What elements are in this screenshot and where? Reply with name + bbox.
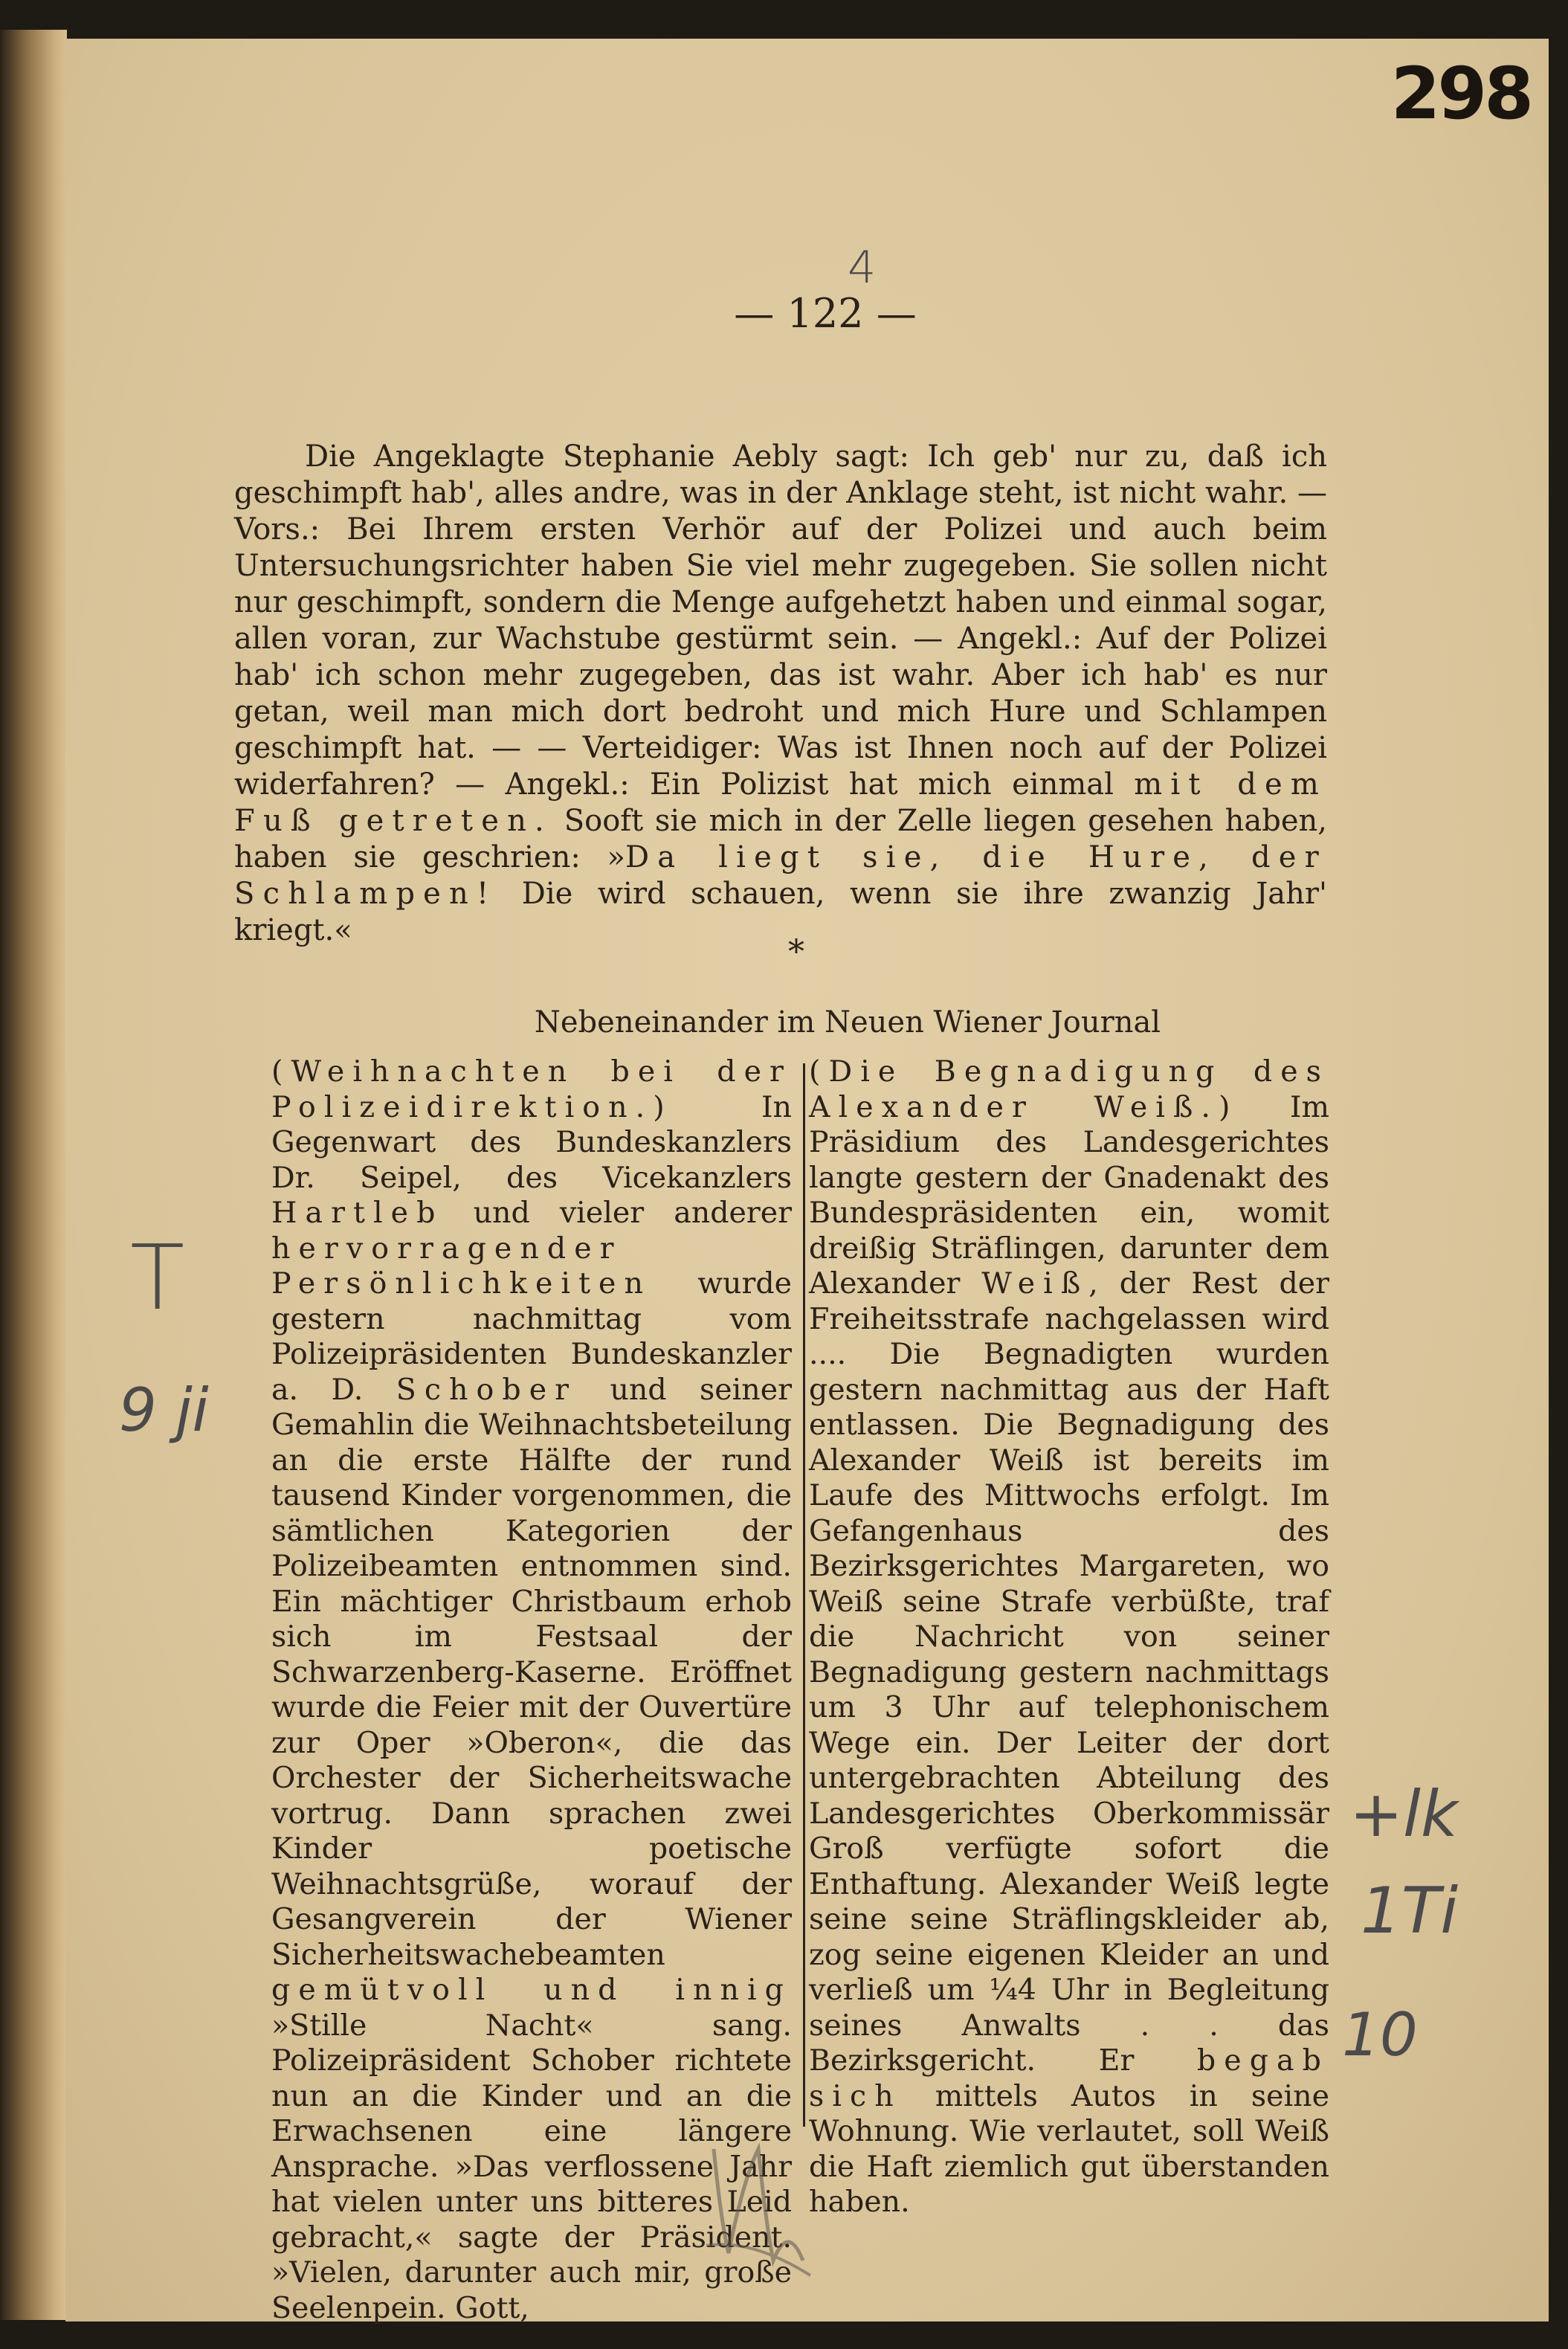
left-article-text: und seiner Gemahlin die Weihnachtsbeteilung an die erste Hälfte der rund tausend Kinder vorgenommen, die sämtlichen Kategorien der Polizeibeamten entnommen sind. Ein mächtiger Christbaum erhob sich im Festsaal der Schwarzenberg-Kaserne. Eröffnet wurde die Feier mit der Ouvertüre zur Oper »Oberon«, die das Orchester der Sicherheitswache vortrug. Dann sprachen zwei Kinder poetische Weihnachtsgrüße, worauf der Gesangverein der Wiener Sicherheitswachebeamten: [271, 1372, 792, 1972]
right-article-text: Im Präsidium des Landesgerichtes langte gestern der Gnadenakt des Bundespräsidenten ein, womit dreißig Sträflingen, darunter dem Alexander: [809, 1089, 1329, 1301]
testimony-text-3: Die wird schauen, wenn sie ihre zwanzig Jahr' kriegt.«: [234, 877, 1327, 947]
left-article-spaced: Schober: [396, 1372, 578, 1407]
pencil-mark-right-2: 1Ti: [1361, 1874, 1459, 1948]
library-stamp-mark: [691, 2134, 825, 2308]
trial-testimony-paragraph: [234, 439, 1327, 949]
right-article-spaced: begab sich: [809, 2043, 1329, 2113]
left-article-text: »Stille Nacht« sang. Polizeipräsident Schober richtete nun an die Kinder und an die Erwachsenen eine längere Ansprache. »Das verflossene Jahr hat vielen unter uns bitteres Leid gebracht,« sagte der Präsident. »Vielen, darunter auch mir, große Seelenpein. Gott,: [271, 2008, 792, 2325]
left-article-spaced: hervorragender Persönlichkeiten: [271, 1231, 651, 1301]
testimony-text-1: Die Angeklagte Stephanie Aebly sagt: Ich geb' nur zu, daß ich geschimpft hab', alles andre, was in der Anklage steht, ist nicht wahr. — Vors.: Bei Ihrem ersten Verhör auf der Polizei und auch beim Untersuchungsrichter haben Sie viel mehr zugegeben. Sie sollen nicht nur geschimpft, sondern die Menge aufgehetzt haben und einmal sogar, allen voran, zur Wachstube gestürmt sein. — Angekl.: Auf der Polizei hab' ich schon mehr zugegeben, das ist wahr. Aber ich hab' es nur getan, weil man mich dort bedroht und mich Hure und Schlampen geschimpft hat. — — Verteidiger: Was ist Ihnen noch auf der Polizei widerfahren? — Angekl.: Ein Polizist hat mich einmal: [234, 439, 1327, 802]
testimony-spaced-1: mit dem Fuß getreten.: [234, 767, 1328, 838]
right-article-spaced: Weiß: [981, 1266, 1089, 1301]
section-heading: Nebeneinander im Neuen Wiener Journal: [534, 1005, 1161, 1040]
right-article-text: mittels Autos in seine Wohnung. Wie verlautet, soll Weiß die Haft ziemlich gut überstanden haben.: [809, 2078, 1329, 2219]
right-article-text: , der Rest der Freiheitsstrafe nachgelassen wird .... Die Begnadigten wurden gestern nachmittag aus der Haft entlassen. Die Begnadigung des Alexander Weiß ist bereits im Laufe des Mittwochs erfolgt. Im Gefangenhaus des Bezirksgerichtes Margareten, wo Weiß seine Strafe verbüßte, traf die Nachricht von seiner Begnadigung gestern nachmittags um 3 Uhr auf telephonischem Wege ein. Der Leiter der dort untergebrachten Abteilung des Landesgerichtes Oberkommissär Groß verfügte sofort die Enthaftung. Alexander Weiß legte seine seine Sträflingskleider ab, zog seine eigenen Kleider an und verließ um ¼4 Uhr in Begleitung seines Anwalts . . das Bezirksgericht. Er: [809, 1266, 1329, 2078]
folio-number: 298: [1390, 52, 1531, 135]
book-spine: [0, 30, 67, 2320]
testimony-spaced-2: Da liegt sie, die Hure, der Schlampen!: [234, 840, 1327, 911]
pencil-mark-right-3: 10: [1342, 2000, 1418, 2069]
left-article-spaced: gemütvoll und innig: [271, 1973, 792, 2007]
right-column-article: [809, 1054, 1329, 2220]
left-article-title: (Weihnachten bei der Polizeidirektion.): [271, 1054, 792, 1124]
column-divider: [803, 1063, 805, 2127]
testimony-text-2: Sooft sie mich in der Zelle liegen gesehen haben, haben sie geschrien: »: [234, 804, 1327, 874]
pencil-mark-right-1: +lk: [1349, 1777, 1458, 1852]
left-article-text: wurde gestern nachmittag vom Polizeipräsidenten Bundeskanzler a. D.: [271, 1266, 792, 1407]
pencil-mark-top: 4: [848, 242, 877, 294]
right-article-title: (Die Begnadigung des Alexander Weiß.): [809, 1054, 1329, 1124]
pencil-mark-left-2: 9 ji: [119, 1376, 209, 1445]
pencil-mark-left-1: T: [130, 1227, 185, 1330]
page-number: — 122 —: [734, 290, 917, 337]
left-article-spaced: Hartleb: [271, 1196, 444, 1230]
left-article-text: In Gegenwart des Bundeskanzlers Dr. Seipel, des Vicekanzlers: [271, 1089, 792, 1195]
section-asterism: *: [788, 933, 804, 971]
left-article-text: und vieler anderer: [443, 1196, 792, 1230]
